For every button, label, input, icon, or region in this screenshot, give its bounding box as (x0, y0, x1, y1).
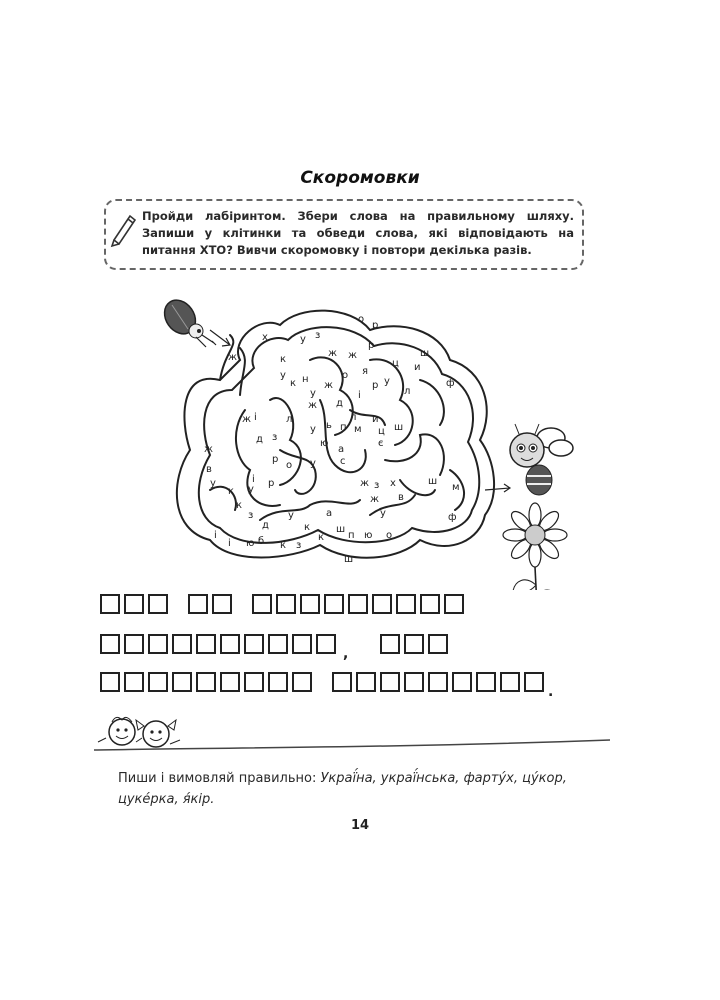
maze-letter: с (340, 456, 346, 467)
maze-letter: к (280, 540, 287, 551)
maze-letter: х (262, 332, 268, 343)
answer-cell[interactable] (148, 634, 168, 654)
answer-cell[interactable] (332, 672, 352, 692)
answer-cell[interactable] (268, 634, 288, 654)
maze-picture (150, 290, 590, 590)
maze-letter: д (336, 398, 343, 409)
maze-letter: ж (308, 400, 318, 411)
maze-letter: ш (428, 476, 438, 487)
answer-cell[interactable] (100, 594, 120, 614)
maze-letter: к (304, 522, 311, 533)
maze-letter: к (228, 486, 235, 497)
maze-letter: з (296, 540, 302, 551)
answer-cell[interactable] (500, 672, 520, 692)
maze-letter: в (398, 492, 404, 503)
maze-letter: м (354, 424, 362, 435)
answer-cell[interactable] (404, 672, 424, 692)
maze-letter: у (300, 334, 306, 345)
answer-cell[interactable] (244, 672, 264, 692)
maze-letter: з (272, 432, 278, 443)
maze-letter: к (318, 532, 325, 543)
answer-cell[interactable] (196, 634, 216, 654)
maze-letter: ж (204, 444, 214, 455)
maze-letter: м (452, 482, 460, 493)
answer-cell[interactable] (124, 594, 144, 614)
kids-icon (92, 712, 612, 762)
answer-cell[interactable] (380, 634, 400, 654)
beetle-icon (158, 294, 216, 347)
answer-cell[interactable] (220, 634, 240, 654)
maze-letter: р (272, 454, 279, 465)
maze-letter: о (286, 460, 293, 471)
maze-letter: у (210, 478, 216, 489)
answer-cell[interactable] (188, 594, 208, 614)
maze-letter: у (310, 424, 316, 435)
answer-cell[interactable] (148, 594, 168, 614)
maze-letter: п (340, 422, 347, 433)
flower-icon (503, 503, 567, 590)
maze-letter: и (372, 414, 379, 425)
maze-letter: ж (360, 478, 370, 489)
maze-letter: ш (344, 554, 354, 565)
answer-cell[interactable] (292, 672, 312, 692)
maze-letter: к (236, 500, 243, 511)
maze-letter: у (380, 508, 386, 519)
maze-letter: у (288, 510, 294, 521)
maze-letter: х (390, 478, 396, 489)
answer-cell[interactable] (100, 672, 120, 692)
instruction-text: Пройди лабіринтом. Збери слова на правильному шляху. Запиши у клітинки та обведи слова, які відповідають на питання ХТО? Вивчи скоромовку і повтори декілька разів. (142, 209, 574, 257)
maze-letter: л (350, 412, 357, 423)
maze-letter: у (310, 458, 316, 469)
maze-letter: з (248, 510, 254, 521)
maze-letter: ж (324, 380, 334, 391)
answer-cell[interactable] (380, 672, 400, 692)
maze-letter: н (302, 374, 309, 385)
answer-cell[interactable] (372, 594, 392, 614)
answer-row-3 (100, 672, 564, 692)
maze-letter: ж (228, 352, 238, 363)
footer-lead: Пиши і вимовляй правильно: (118, 771, 317, 786)
maze-letter: д (262, 520, 269, 531)
answer-cell[interactable] (292, 634, 312, 654)
answer-cell[interactable] (276, 594, 296, 614)
maze-letter: и (414, 362, 421, 373)
maze-letter: ж (370, 494, 380, 505)
maze-letter: р (372, 320, 379, 331)
maze-letter: ю (320, 438, 329, 449)
page-title: Скоромовки (300, 168, 420, 188)
answer-cell[interactable] (316, 634, 336, 654)
maze-letter: ь (326, 420, 332, 431)
maze-letter: ш (336, 524, 346, 535)
page-number: 14 (350, 818, 370, 833)
answer-cell[interactable] (324, 594, 344, 614)
answer-cell[interactable] (172, 634, 192, 654)
maze-letter: п (348, 530, 355, 541)
maze-letter: ц (378, 426, 385, 437)
maze-letter: ю (246, 538, 255, 549)
maze-letter: о (358, 314, 365, 325)
footer-text (118, 768, 588, 810)
maze-letter: р (268, 478, 275, 489)
answer-cell[interactable] (420, 594, 440, 614)
maze-letter: к (290, 378, 297, 389)
maze-letter: л (286, 414, 293, 425)
maze-letter: р (372, 380, 379, 391)
answer-cell[interactable] (212, 594, 232, 614)
answer-cell[interactable] (244, 634, 264, 654)
footer-words: Украї́на, украї́нська, фарту́х, цу́кор, цуке́рка, я́кір. (118, 771, 567, 807)
period-mark: . (548, 684, 554, 700)
maze-letter: і (358, 390, 361, 401)
answer-cell[interactable] (124, 634, 144, 654)
answer-cell[interactable] (268, 672, 288, 692)
answer-cell[interactable] (100, 634, 120, 654)
maze-letter: я (362, 366, 369, 377)
maze-letter: а (338, 444, 345, 455)
maze-letter: д (256, 434, 263, 445)
answer-cell[interactable] (348, 594, 368, 614)
answer-cell[interactable] (444, 594, 464, 614)
maze-letter: з (374, 480, 380, 491)
answer-cell[interactable] (428, 672, 448, 692)
maze-letter: о (342, 370, 349, 381)
maze-letter: а (326, 508, 333, 519)
answer-row-2 (100, 634, 468, 654)
maze-letter: у (310, 388, 316, 399)
answer-cell[interactable] (396, 594, 416, 614)
maze-letter: у (280, 370, 286, 381)
answer-cell[interactable] (148, 672, 168, 692)
maze-letter: ж (328, 348, 338, 359)
maze-letter: ж (242, 414, 252, 425)
maze-letter: в (206, 464, 212, 475)
maze-letter: к (280, 354, 287, 365)
maze-letter: ш (420, 348, 430, 359)
maze-letter: з (315, 330, 321, 341)
pencil-icon (108, 208, 138, 248)
answer-cell[interactable] (476, 672, 496, 692)
maze-letter: ф (446, 378, 455, 389)
maze-letter: і (228, 538, 231, 549)
answer-cell[interactable] (252, 594, 272, 614)
maze-letter: б (258, 536, 265, 547)
answer-cell[interactable] (428, 634, 448, 654)
answer-cell[interactable] (124, 672, 144, 692)
maze-letter: і (254, 412, 257, 423)
maze-letter: ш (394, 422, 404, 433)
maze-letter: ю (364, 530, 373, 541)
maze-letter: о (386, 530, 393, 541)
maze-letter: р (368, 340, 375, 351)
answer-cell[interactable] (452, 672, 472, 692)
maze-letter: і (252, 474, 255, 485)
answer-row-1 (100, 594, 484, 614)
answer-cell[interactable] (356, 672, 376, 692)
maze-letter: ж (348, 350, 358, 361)
maze-letter: у (248, 484, 254, 495)
maze-letter: у (384, 376, 390, 387)
maze-letter: л (404, 386, 411, 397)
maze-letter: ф (448, 512, 457, 523)
answer-cell[interactable] (220, 672, 240, 692)
comma-mark: , (343, 646, 349, 662)
answer-cell[interactable] (404, 634, 424, 654)
answer-cell[interactable] (524, 672, 544, 692)
bee-icon (510, 424, 573, 495)
answer-cell[interactable] (172, 672, 192, 692)
maze-letter: ц (392, 358, 399, 369)
maze-letter: є (378, 438, 384, 449)
answer-cell[interactable] (196, 672, 216, 692)
answer-cell[interactable] (300, 594, 320, 614)
maze-letter: і (214, 530, 217, 541)
